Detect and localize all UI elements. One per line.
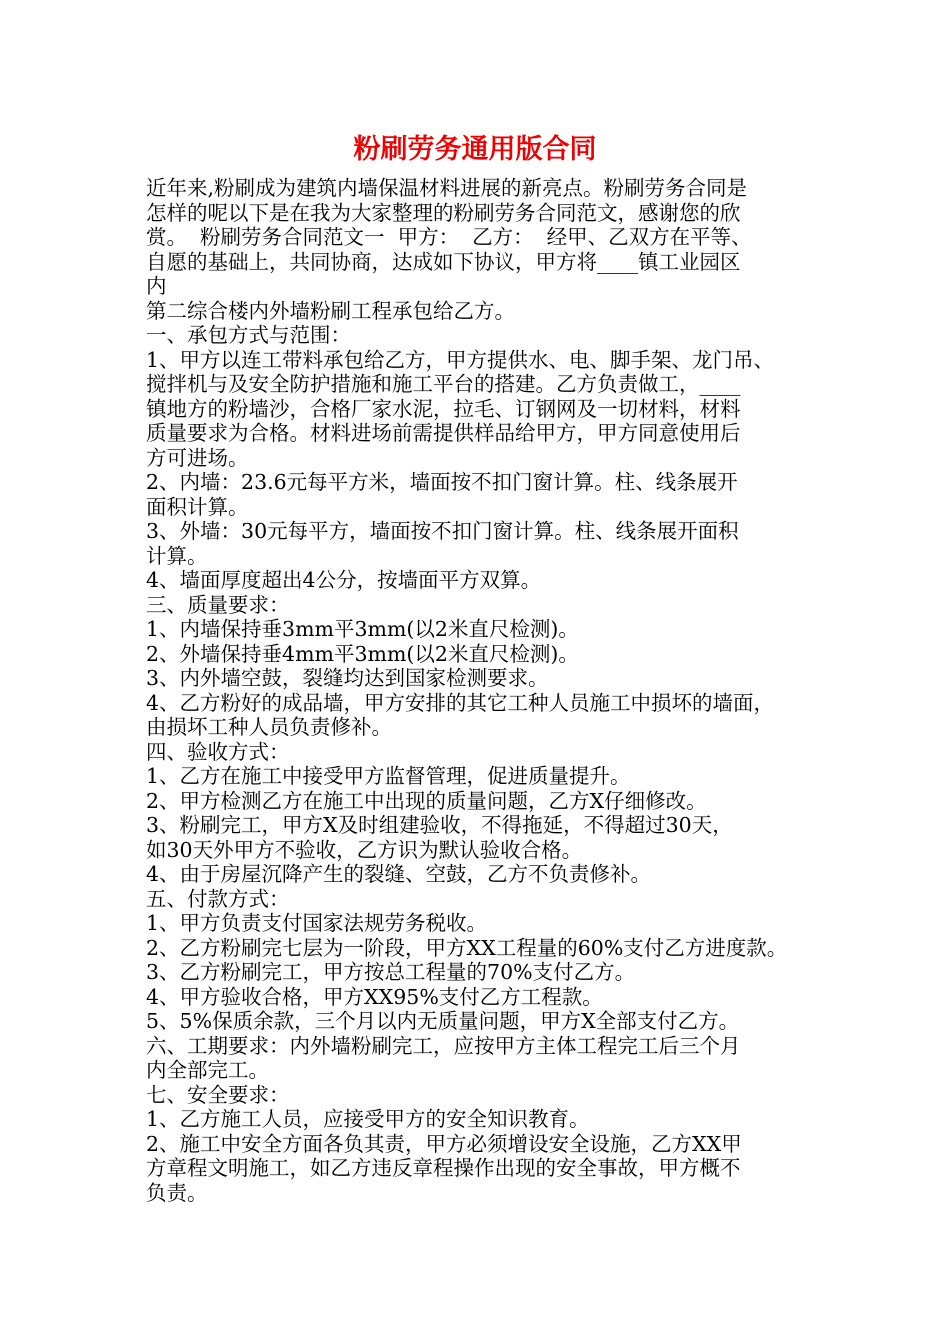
body-line: 镇地方的粉墙沙，合格厂家水泥，拉毛、订钢网及一切材料，材料 (146, 396, 741, 421)
document-body (146, 176, 816, 1205)
body-line: 2、外墙保持垂4mm平3mm(以2米直尺检测)。 (146, 641, 579, 666)
body-line: 3、外墙：30元每平方，墙面按不扣门窗计算。柱、线条展开面积 (146, 519, 739, 543)
body-line: 5、5%保质余款，三个月以内无质量问题，甲方X全部支付乙方。 (146, 1009, 740, 1033)
body-line: 近年来,粉刷成为建筑内墙保温材料进展的新亮点。粉刷劳务合同是 (146, 176, 748, 200)
body-line: 2、施工中安全方面各负其责，甲方必须增设安全设施，乙方XX甲 (146, 1131, 742, 1156)
body-line: 四、验收方式： (146, 739, 290, 764)
body-line: 怎样的呢以下是在我为大家整理的粉刷劳务合同范文，感谢您的欣 (146, 200, 741, 225)
body-line: 搅拌机与及安全防护措施和施工平台的搭建。乙方负责做工，____ (146, 372, 741, 396)
body-line: 面积计算。 (146, 494, 249, 519)
body-line: 由损坏工种人员负责修补。 (146, 715, 392, 739)
body-line: 质量要求为合格。材料进场前需提供样品给甲方，甲方同意使用后 (146, 421, 741, 445)
body-line: 2、乙方粉刷完七层为一阶段，甲方XX工程量的60%支付乙方进度款。 (146, 935, 788, 960)
body-line: 负责。 (146, 1180, 208, 1205)
body-line: 4、墙面厚度超出4公分，按墙面平方双算。 (146, 568, 542, 592)
body-line: 如30天外甲方不验收，乙方识为默认验收合格。 (146, 837, 583, 862)
document-title: 粉刷劳务通用版合同 (353, 134, 597, 165)
body-line: 4、乙方粉好的成品墙，甲方安排的其它工种人员施工中损坏的墙面， (146, 690, 775, 715)
body-line: 3、粉刷完工，甲方X及时组建验收，不得拖延，不得超过30天， (146, 813, 733, 837)
body-line: 4、甲方验收合格，甲方XX95%支付乙方工程款。 (146, 984, 603, 1009)
body-line: 第二综合楼内外墙粉刷工程承包给乙方。 (146, 298, 515, 323)
body-line: 1、甲方负责支付国家法规劳务税收。 (146, 911, 488, 935)
body-line: 赏。 粉刷劳务合同范文一 甲方： 乙方： 经甲、乙双方在平等、 (146, 225, 752, 249)
body-line: 三、质量要求： (146, 592, 290, 617)
body-line: 2、内墙：23.6元每平方米，墙面按不扣门窗计算。柱、线条展开 (146, 470, 738, 494)
body-line: 3、内外墙空鼓，裂缝均达到国家检测要求。 (146, 666, 549, 690)
body-line: 1、乙方施工人员，应接受甲方的安全知识教育。 (146, 1107, 590, 1131)
body-line: 六、工期要求：内外墙粉刷完工，应按甲方主体工程完工后三个月 (146, 1033, 741, 1058)
body-line: 自愿的基础上，共同协商，达成如下协议，甲方将____镇工业园区 (146, 249, 741, 274)
body-line: 七、安全要求： (146, 1082, 290, 1107)
body-line: 1、内墙保持垂3mm平3mm(以2米直尺检测)。 (146, 617, 579, 641)
body-line: 五、付款方式： (146, 886, 290, 911)
body-line: 一、承包方式与范围： (146, 323, 351, 347)
body-line: 3、乙方粉刷完工，甲方按总工程量的70%支付乙方。 (146, 960, 636, 984)
body-line: 内 (146, 274, 167, 298)
body-line: 方可进场。 (146, 445, 249, 470)
body-line: 2、甲方检测乙方在施工中出现的质量问题，乙方X仔细修改。 (146, 788, 707, 813)
body-line: 计算。 (146, 543, 208, 568)
body-line: 4、由于房屋沉降产生的裂缝、空鼓，乙方不负责修补。 (146, 862, 652, 886)
body-line: 1、乙方在施工中接受甲方监督管理，促进质量提升。 (146, 764, 631, 788)
body-line: 1、甲方以连工带料承包给乙方，甲方提供水、电、脚手架、龙门吊、 (146, 347, 775, 372)
body-line: 内全部完工。 (146, 1058, 269, 1082)
body-line: 方章程文明施工，如乙方违反章程操作出现的安全事故，甲方概不 (146, 1156, 741, 1180)
